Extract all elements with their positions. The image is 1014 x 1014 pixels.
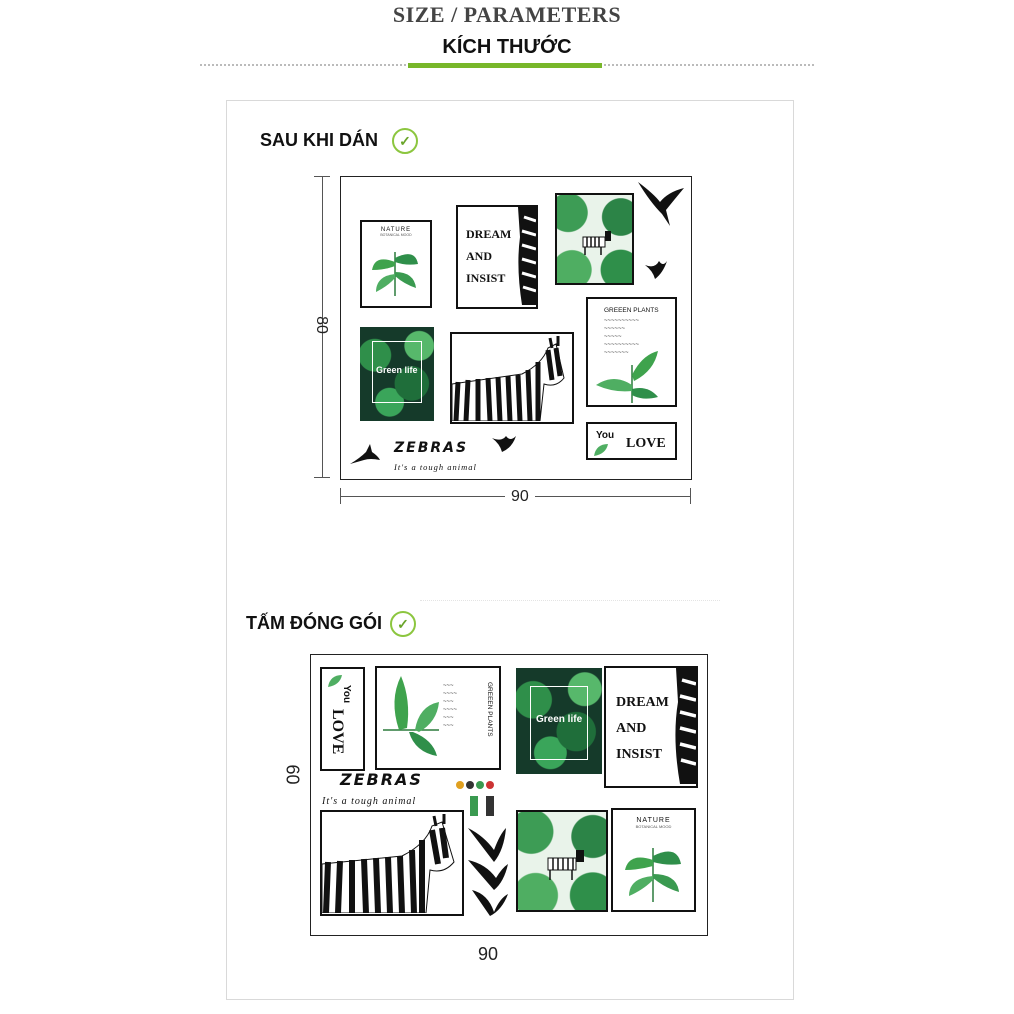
width-tick-right xyxy=(690,488,691,504)
banana-leaf-icon xyxy=(592,345,662,405)
pack-zebra-body-icon xyxy=(322,812,461,913)
small-leaf-icon xyxy=(592,442,610,458)
pack-zebra-frame xyxy=(320,810,464,916)
pack-zebra-head-icon xyxy=(670,668,696,784)
bird-icon xyxy=(636,180,688,230)
pack-birds-icon xyxy=(464,824,510,916)
pack-you-love-frame xyxy=(320,667,365,771)
height-tick-top xyxy=(314,176,330,177)
height-tick-bottom xyxy=(314,477,330,478)
green-life-frame xyxy=(360,327,434,421)
green-plants-frame xyxy=(586,297,677,407)
pack-green-life-label: Green life xyxy=(536,714,583,725)
nature-subtitle: BOTANICAL MOOD xyxy=(380,233,412,237)
certification-icons xyxy=(456,776,500,786)
jungle-zebra-frame xyxy=(555,193,634,285)
pack-green-plants-title: GREEEN PLANTS xyxy=(486,682,493,737)
you-love-frame xyxy=(586,422,677,460)
green-life-label: Green life xyxy=(376,365,418,375)
pack-green-plants-frame xyxy=(375,666,501,770)
green-plants-title: GREEEN PLANTS xyxy=(604,307,659,314)
width-label: 90 xyxy=(505,488,535,506)
page-title: SIZE / PARAMETERS xyxy=(392,2,622,27)
pack-jungle-zebra-frame xyxy=(516,810,608,912)
dream-word: DREAM xyxy=(466,227,512,241)
leaf-icon xyxy=(370,242,420,298)
insist-word: INSIST xyxy=(466,271,506,285)
nature-frame xyxy=(360,220,432,308)
height-label: 80 xyxy=(312,316,330,334)
pack-zebra-icon xyxy=(544,848,588,880)
pack-zebras-tagline: It's a tough animal xyxy=(322,796,417,807)
pack-nature-subtitle: BOTANICAL MOOD xyxy=(635,824,672,829)
pack-zebras-title: ZEBRAS xyxy=(340,770,423,789)
swallow-icon xyxy=(643,257,669,281)
pack-nature-frame xyxy=(611,808,696,912)
love-label: LOVE xyxy=(626,436,666,451)
pack-small-leaf-icon xyxy=(326,673,344,689)
chevron-down-icon-2: ✓ xyxy=(390,611,416,637)
zebras-title: ZEBRAS xyxy=(394,440,469,456)
qr-label-icon xyxy=(470,796,502,816)
zebra-head-icon xyxy=(514,207,536,305)
and-word: AND xyxy=(466,249,492,263)
chevron-down-icon: ✓ xyxy=(392,128,418,154)
pack-green-life-frame xyxy=(516,668,602,774)
pack-dream-word: DREAM xyxy=(616,695,669,710)
bird-icon-2 xyxy=(348,442,382,468)
accent-underline xyxy=(408,63,602,68)
decorative-text: ~~~~~~~~~~ ~~~~~~ ~~~~~ ~~~~~~~~~~ ~~~~~~~ xyxy=(604,318,640,356)
pack-insist-word: INSIST xyxy=(616,747,662,762)
dream-frame xyxy=(456,205,538,309)
you-label: You xyxy=(596,430,615,441)
section-after-heading: SAU KHI DÁN xyxy=(260,130,379,150)
zebras-tagline: It's a tough animal xyxy=(394,462,477,472)
page-subtitle: KÍCH THƯỚC xyxy=(442,36,572,58)
pack-nature-title: NATURE xyxy=(636,817,671,824)
pack-decorative-text: ~~~ ~~~~ ~~~ ~~~~ ~~~ ~~~ xyxy=(443,683,458,729)
pack-width-label: 90 xyxy=(478,944,499,964)
nature-title: NATURE xyxy=(380,227,412,233)
pack-leaf-icon xyxy=(621,838,685,904)
zebra-body-icon xyxy=(452,334,571,421)
pack-height-label: 60 xyxy=(282,764,303,785)
width-tick-left xyxy=(340,488,341,504)
faint-divider xyxy=(420,600,720,601)
pack-love-label: LOVE xyxy=(329,709,346,755)
zebra-icon xyxy=(579,229,615,255)
swallow-icon-2 xyxy=(490,432,518,454)
pack-dream-frame xyxy=(604,666,698,788)
zebra-frame xyxy=(450,332,574,424)
pack-and-word: AND xyxy=(616,721,647,736)
pack-you-label: You xyxy=(341,685,352,704)
section-pack-heading: TẤM ĐÓNG GÓI xyxy=(246,613,382,633)
pack-banana-leaf-icon xyxy=(379,670,443,766)
